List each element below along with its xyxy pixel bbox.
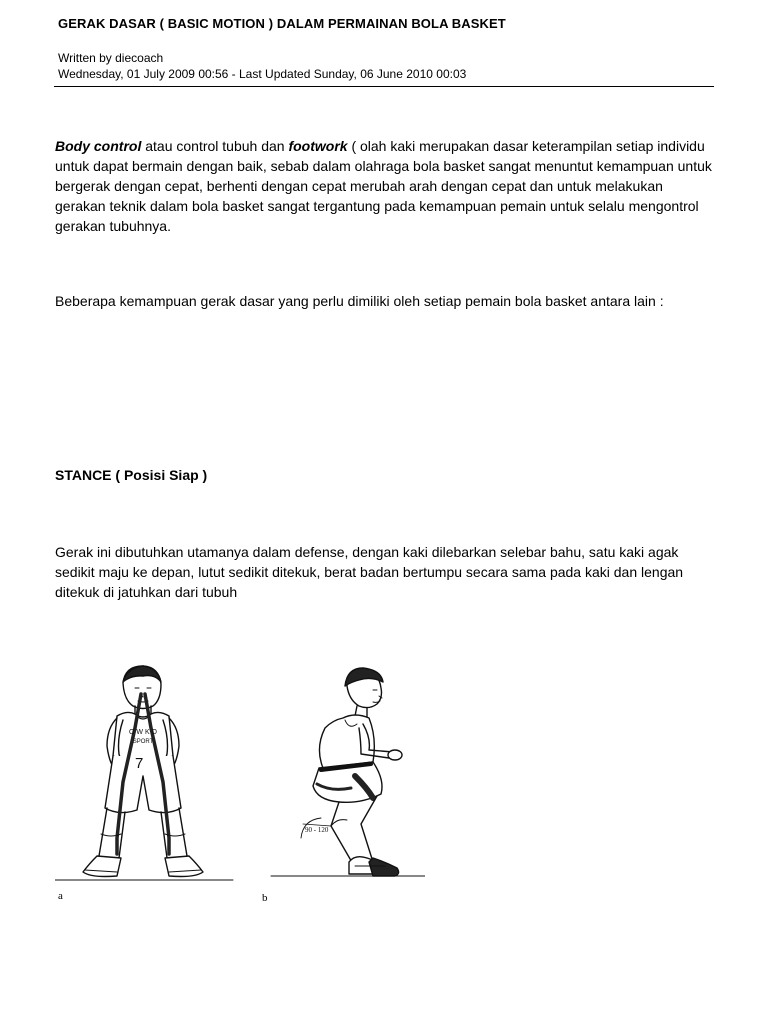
section-heading-stance: STANCE ( Posisi Siap ) [55, 467, 208, 483]
date-line: Wednesday, 01 July 2009 00:56 - Last Updated Sunday, 06 June 2010 00:03 [58, 67, 467, 81]
author-line: Written by diecoach [58, 51, 164, 65]
knee-angle-label: 90 - 120 [305, 826, 329, 834]
term-footwork: footwork [288, 138, 348, 154]
player-front-view [55, 666, 233, 880]
abilities-paragraph: Beberapa kemampuan gerak dasar yang perlu dimiliki oleh setiap pemain bola basket antara lain : [55, 293, 664, 309]
figure-label-b: b [262, 892, 268, 904]
header-divider [54, 86, 714, 87]
intro-text-1: atau control tubuh dan [141, 138, 289, 154]
intro-paragraph [55, 136, 715, 236]
player-side-view [271, 668, 425, 876]
term-body-control: Body control [55, 138, 142, 154]
stance-illustration [55, 658, 425, 906]
figure-label-a: a [58, 890, 63, 902]
document-title: GERAK DASAR ( BASIC MOTION ) DALAM PERMAINAN BOLA BASKET [58, 16, 506, 31]
stance-paragraph: Gerak ini dibutuhkan utamanya dalam defense, dengan kaki dilebarkan selebar bahu, satu kaki agak sedikit maju ke depan, lutut sedikit ditekuk, berat badan bertumpu secara sama pada kaki dan lengan ditekuk di jatuhkan dari tubuh [55, 544, 684, 600]
intro-text-2: ( olah kaki merupakan dasar keterampilan setiap individu untuk dapat bermain dengan baik, sebab dalam olahraga bola basket sangat menuntut kemampuan untuk bergerak dengan cepat, berhenti dengan cepat merubah arah dengan cepat dan untuk melakukan gerakan teknik dalam bola basket sangat tergantung pada kemampuan pemain untuk selalu mengontrol gerakan tubuhnya. [55, 138, 712, 234]
jersey-number: 7 [135, 755, 144, 772]
jersey-text-mid: SPORT [132, 739, 154, 745]
article-meta [58, 50, 466, 82]
jersey-text-top: O W K O [129, 729, 157, 736]
